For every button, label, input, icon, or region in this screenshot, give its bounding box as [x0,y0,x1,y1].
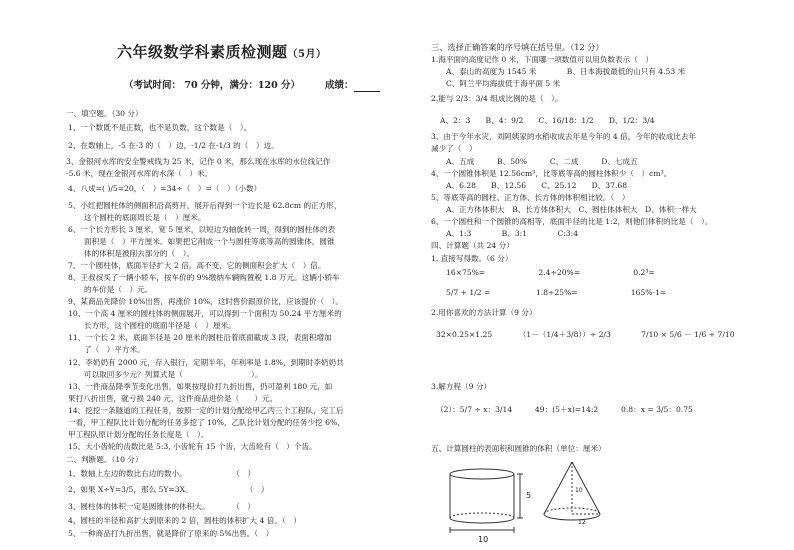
right-line-0: 三、选择正确答案的序号填在括号里。（12 分） [431,42,604,52]
left-line-9: 面积是（ ）平方厘米。如果把它削成一个与圆柱等底等高的圆锥体，圆锥 [84,237,335,246]
right-line-9: 4、一个圆锥体积是 12.56cm³，比等底等高的圆柱体积少（ ）cm³。 [431,169,672,178]
time-label: （考试时间： [124,80,182,91]
left-line-19: 12、李奶奶有 2000 元，存入银行，定期半年，年利率是 1.8%，到期时李奶奶共 [68,358,344,367]
cone-radius-label: 12 [578,519,586,526]
left-line-5: 4、八成=( )/5=20，（ ）=34÷（ ）=（ ）（小数） [68,184,262,193]
right-line-19: 2.用你喜欢的方法计算（9 分） [431,308,537,317]
right-line-18: 5/7 + 1/2 = 1.8÷25%= 165%-1= [446,288,667,297]
left-line-16: 长方形，这个圆柱的底面半径是（ ）厘米。 [84,321,236,330]
left-line-12: 8、王叔叔买了一辆小轿车，按车价的 9%缴纳车辆购置税 1.8 万元。这辆小轿车 [68,273,340,282]
left-line-17: 11、一个长 2 米，底面半径是 20 厘米的圆柱沿着底面截成 3 段，表面积增加 [68,333,332,342]
right-line-11: 5、等底等高的圆柱、正方体、长方体的体积相比较。（ ） [431,193,630,202]
left-line-7: 这个圆柱的底面周长是（ ）厘米。 [84,213,206,222]
right-line-12: A、正方体体积大 B、长方体体积大 C、圆柱体体积大 D、体积一样大 [446,205,697,214]
cone-height-label: 10 [575,487,583,494]
right-line-7: 减少了（ ） [431,144,477,153]
right-line-8: A、五成 B、50% C、二成 D、七成五 [446,157,638,166]
left-line-22: 果打八折出售，就亏损 240 元，这件商品进价是（ ）元。 [68,394,278,403]
right-line-10: A、6.28 B、12.56 C、25.12 D、37.68 [446,181,628,190]
geometry-figures [440,458,610,546]
left-line-31: 4、圆柱的半径和高扩大到原来的 2 倍，圆柱的体积扩大 4 倍。（ ） [68,516,301,525]
left-line-32: 5、一种商品打九折出售，就是降价了原来的 5%出售。（ ） [68,529,274,538]
left-line-27: 二、判断题。（10 分） [66,455,143,464]
title-month: （5月） [287,49,327,60]
right-line-15: 四、计算题（共 24 分） [431,241,514,250]
left-line-3: 3、金银河水库的安全警戒线为 25 米，记作 0 米，那么现在水库的水位线记作 [66,157,331,166]
right-line-3: C、阿兰平均海拔低于海平面 5 米 [446,79,561,88]
score-blank[interactable] [354,82,380,92]
page-title [117,43,326,62]
left-line-2: 2、在数轴上，-5 在-3 的（ ）边，-1/2 在-1/3 的（ ）边。 [68,141,279,150]
left-line-0: 一、填空题。（30 分） [66,109,143,118]
right-line-20: 32×0.25×1.25 （1－（1/4＋3/8））÷ 2/3 7/10 × 5/6 － 1/6 ÷ 7/10 [436,330,735,339]
left-line-28: 1、数轴上左边的数比右边的数小。 （ ） [68,469,256,478]
left-line-23: 14、挖挖一条隧道的工程任务，按照一定的计划分配给甲乙丙三个工程队，完工后 [68,406,344,415]
left-line-21: 13、一件商品降季节变化出售，如果按现价打九折出售，仍可盈利 180 元，如 [68,382,333,391]
right-line-6: 3、由于今年水灾，刘阿姨家的水稻收成去年是今年的 4 倍，今年的收成比去年 [431,132,697,141]
left-line-4: -5.6 米，现在金银河水库的水深（ ）米。 [66,169,213,178]
right-line-14: A、1:3 B、3:1 C:3:4 [446,229,579,238]
left-line-26: 15、大小齿轮的齿数比是 5:3, 小齿轮有 15 个齿，大齿轮有（ ）个齿。 [68,442,317,451]
score-label: 成绩： [325,80,354,91]
left-line-6: 5、小红把圆柱体的侧面积沿高剪开，展开后得到一个边长是 62.8cm 的正方形， [68,201,342,210]
cylinder-height-label: 5 [526,491,532,500]
exam-info [124,80,300,92]
right-line-2: A、泰山的高度为 1545 米 B、日本海拔最低的山只有 4.53 米 [446,67,686,76]
cylinder-diameter-label: 10 [478,535,489,544]
left-line-8: 6、一个长方形长 3 厘米，宽 5 厘米，以短边为轴旋转一周，得到的圆柱体的表 [68,225,336,234]
right-line-23: 五、计算圆柱的表面积和圆锥的体积（单位：厘米） [431,444,606,453]
time-value: 70 分钟，满分：120 分） [184,80,300,91]
right-line-21: 3.解方程（9 分） [431,382,492,391]
right-line-4: 2.能与 2/3：3/4 组成比例的是（ ）。 [431,94,563,103]
left-line-13: 的车价是（ ）元。 [84,285,153,294]
right-line-1: 1.海平面的高度记作 0 米，下面哪一项数值可以用负数表示（ ） [431,55,653,64]
right-line-5: A、2：3 B、4：9/2 C、16/18：1/2 D、1/2：3/4 [440,116,655,125]
cylinder-figure [450,469,523,533]
right-line-17: 16×75%= 2.4÷20%= 0.2³= [446,268,655,277]
left-line-18: 了（ ）平方米。 [84,345,145,354]
left-line-1: 1、一个数既不是正数，也不是负数，这个数是（ ）。 [68,123,252,132]
left-line-29: 2、如果 X÷Y=3/5，那么 5Y=3X。 （ ） [68,485,269,494]
title-text: 六年级数学科素质检测题 [117,43,288,61]
left-line-20: 可以取回多少元？列算式是（ ）。 [84,370,263,379]
left-line-10: 体的体积是被削去部分的（ ）。 [84,249,195,258]
right-line-16: 1. 直接写得数。（6 分） [431,254,513,263]
left-line-14: 9、某商品先降价 10%出售，再涨价 10%，这时售价跟原价比，应该提价（ ）。 [68,297,344,306]
left-line-24: 一看，甲工程队比计划分配的任务多挖了 10%，乙队比计划分配的任务少挖 6%， [68,418,345,427]
left-line-11: 7、一个圆柱体，底面半径扩大 2 倍，高不变，它的侧面积会扩大（ ）倍。 [68,261,326,270]
right-line-22: （2）：5/7 ÷ x：3/14 49：(5＋x)=14:2 0.8：x = 3/5：0.75 [436,405,693,414]
score-field [325,80,380,92]
left-line-25: 甲工程队原计划分配的任务长度是（ ）。 [68,430,209,439]
right-line-13: 6、一个圆柱和一个圆锥的高相等，底面半径的比是 1:2，则他们体积的比是（ ）。 [431,217,713,226]
left-line-30: 3、圆柱体的体积一定是圆锥体的体积大。 （ ） [68,502,256,511]
left-line-15: 10、一个高 4 厘米的圆柱体的侧面展开，可以得到一个面积为 50.24 平方厘米的 [68,309,342,318]
cone-figure [544,462,600,520]
